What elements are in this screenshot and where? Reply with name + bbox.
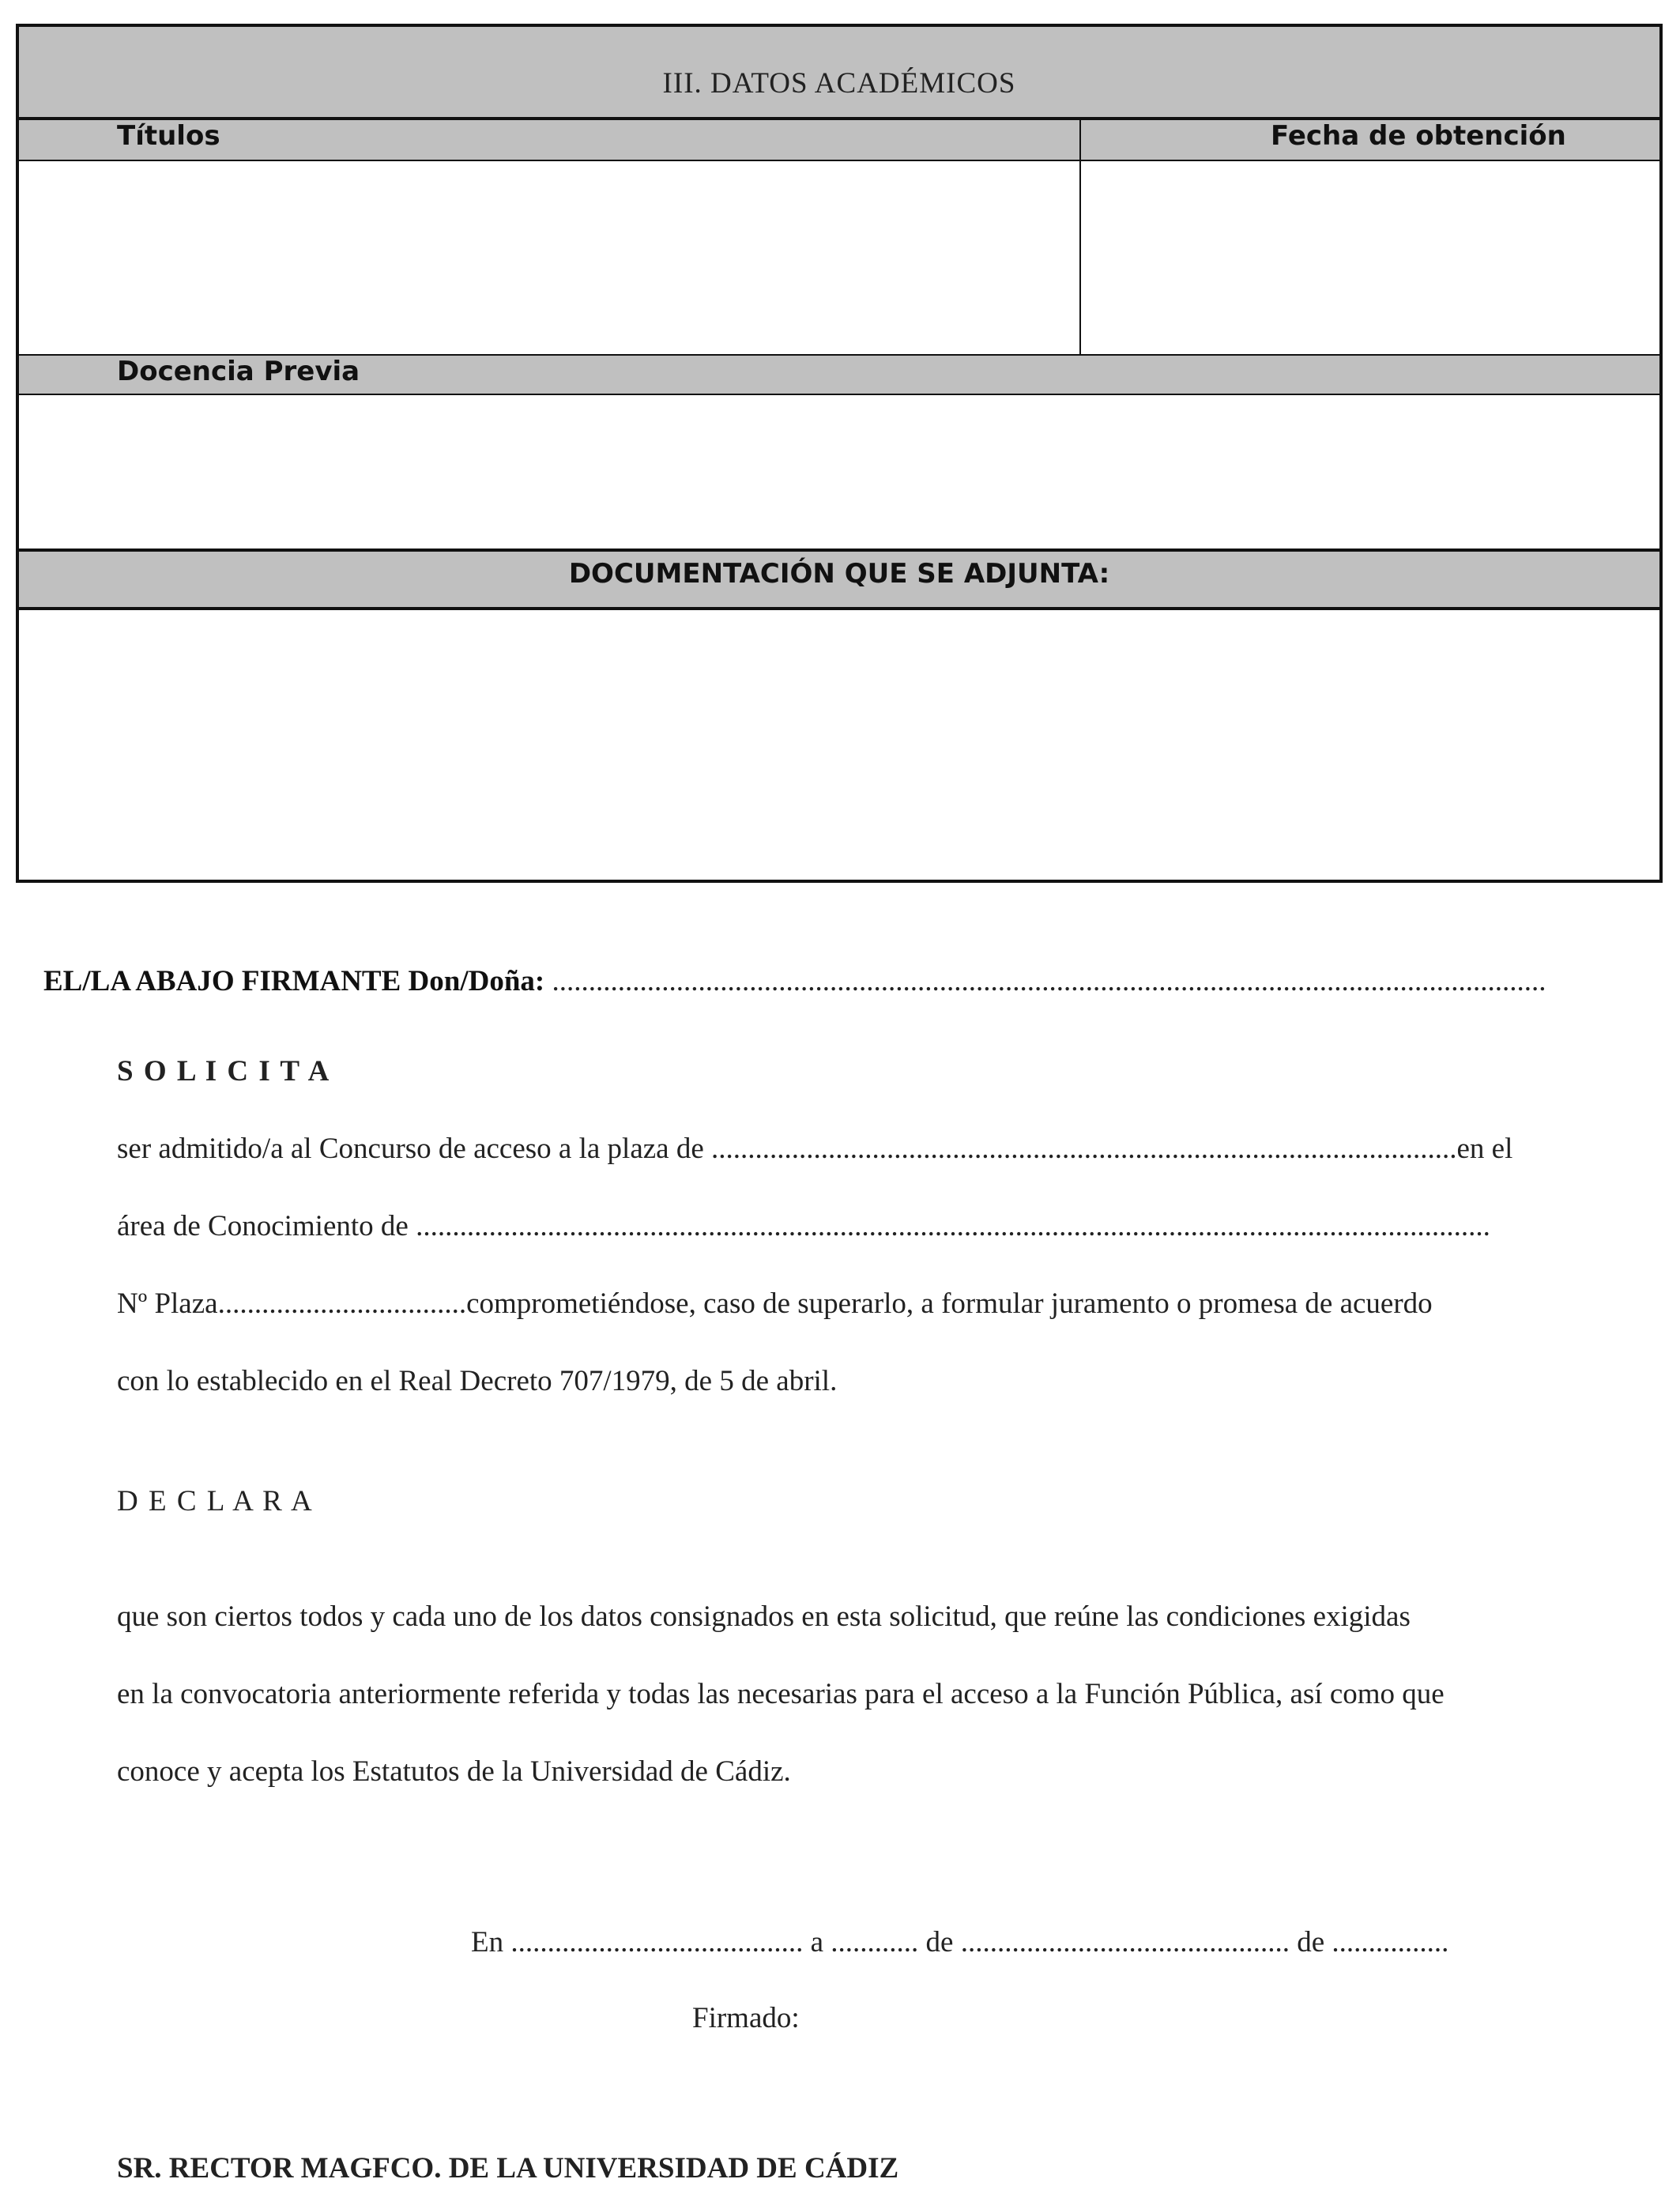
titles-header: Títulos xyxy=(117,120,220,152)
signer-label: EL/LA ABAJO FIRMANTE Don/Doña: xyxy=(43,965,545,997)
signed-label: Firmado: xyxy=(692,2002,800,2034)
academic-data-table xyxy=(16,24,1663,883)
prior-teaching-header: Docencia Previa xyxy=(117,356,360,387)
solicita-heading: S O L I C I T A xyxy=(117,1055,331,1088)
date-header: Fecha de obtención xyxy=(1271,120,1566,152)
titles-field[interactable] xyxy=(19,161,1079,354)
place-date-line[interactable]: En ........................................ a ............ de ............................................. de ................ xyxy=(471,1926,1449,1958)
documentation-field[interactable] xyxy=(19,610,1659,880)
solicita-text-line: Nº Plaza..................................comprometiéndose, caso de superarlo, a formular juramento o promesa de acuerdo xyxy=(117,1287,1433,1320)
declara-text-line: en la convocatoria anteriormente referida y todas las necesarias para el acceso a la Función Pública, así como que xyxy=(117,1678,1445,1710)
date-field[interactable] xyxy=(1081,161,1659,354)
prior-teaching-field[interactable] xyxy=(19,395,1659,548)
signer-name-field[interactable]: ........................................................................................................................................ xyxy=(552,965,1546,997)
section-title: III. DATOS ACADÉMICOS xyxy=(662,67,1016,100)
addressee: SR. RECTOR MAGFCO. DE LA UNIVERSIDAD DE CÁDIZ xyxy=(117,2152,899,2185)
solicita-text-line: área de Conocimiento de ................................................................................................................................................... xyxy=(117,1210,1490,1242)
column-divider xyxy=(1079,120,1081,354)
documentation-header: DOCUMENTACIÓN QUE SE ADJUNTA: xyxy=(568,558,1110,590)
declara-heading: D E C L A R A xyxy=(117,1485,314,1517)
declara-text-line: conoce y acepta los Estatutos de la Universidad de Cádiz. xyxy=(117,1755,791,1788)
declara-text-line: que son ciertos todos y cada uno de los datos consignados en esta solicitud, que reúne las condiciones exigidas xyxy=(117,1600,1411,1633)
signer-line xyxy=(43,964,1546,998)
solicita-text-line: ser admitido/a al Concurso de acceso a la plaza de ......................................................................................................en el xyxy=(117,1133,1513,1165)
solicita-text-line: con lo establecido en el Real Decreto 707/1979, de 5 de abril. xyxy=(117,1365,838,1397)
